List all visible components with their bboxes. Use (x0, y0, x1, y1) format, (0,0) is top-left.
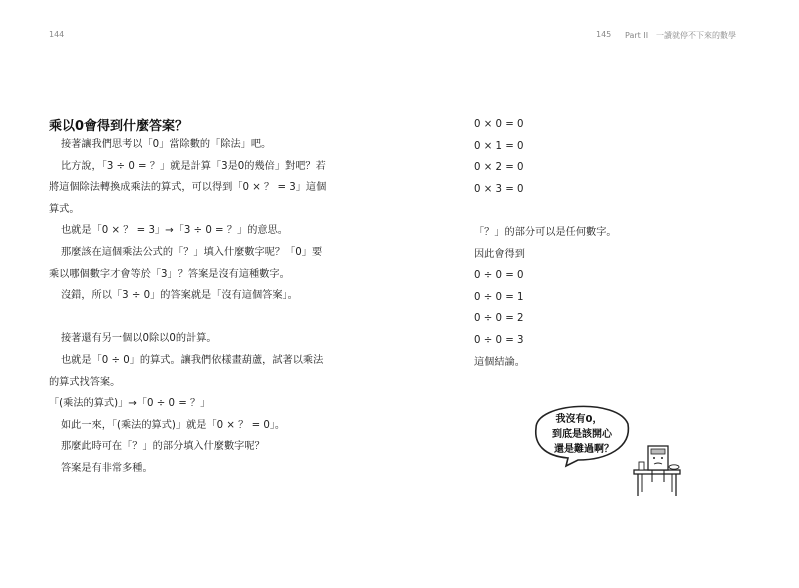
left-paragraph-line: 接著讓我們思考以「0」當除數的「除法」吧。 (61, 139, 272, 150)
left-paragraph-line: 那麼該在這個乘法公式的「？」填入什麼數字呢？「0」要 (61, 246, 323, 258)
left-paragraph-line: 接著還有另一個以0除以0的計算。 (61, 333, 217, 345)
left-paragraph-line: 乘以哪個數字才會等於「3」？答案是沒有這種數字。 (49, 268, 290, 280)
right-equation-line: 0 × 0 = 0 (474, 119, 524, 130)
right-equation-line: 「？」的部分可以是任何數字。 (474, 226, 617, 238)
right-equation-line: 0 ÷ 0 = 0 (474, 270, 524, 282)
left-paragraph-line: 比方說，「3 ÷ 0 = ？」就是計算「3是0的幾倍」對吧？若 (61, 160, 326, 172)
cup-icon (639, 462, 644, 470)
right-equation-line: 這個結論。 (474, 356, 525, 368)
table-icon (634, 470, 680, 496)
left-paragraph-line: 沒錯，所以「3 ÷ 0」的答案就是「沒有這個答案」。 (61, 290, 298, 302)
speech-line-2: 到底是該開心 (552, 429, 612, 440)
right-equation-line: 0 ÷ 0 = 2 (474, 313, 524, 325)
right-page-body (474, 114, 714, 373)
left-paragraph-line (49, 307, 349, 329)
right-equation-line: 因此會得到 (474, 248, 525, 260)
left-paragraph-line: 如此一來，「(乘法的算式)」就是「0 × ？ = 0」。 (61, 419, 286, 431)
speech-bubble-icon (528, 396, 698, 506)
right-equation-line: 0 × 1 = 0 (474, 140, 524, 152)
left-paragraph-line: 「(乘法的算式)」→「0 ÷ 0 = ？」 (49, 398, 211, 410)
left-paragraph-line: 也就是「0 × ？ = 3」→「3 ÷ 0 = ？」的意思。 (61, 225, 288, 237)
left-paragraph-line: 那麼此時可在「？」的部分填入什麼數字呢？ (61, 441, 265, 453)
right-equation-line: 0 ÷ 0 = 1 (474, 291, 524, 303)
left-paragraph-line: 答案是有非常多種。 (61, 462, 153, 474)
left-paragraph-line: 也就是「0 ÷ 0」的算式。讓我們依樣畫葫蘆，試著以乘法 (61, 354, 324, 366)
right-equation-line (474, 200, 714, 222)
left-paragraph-line: 算式。 (49, 203, 80, 215)
right-equation-line: 0 × 3 = 0 (474, 183, 524, 195)
right-equation-line: 0 ÷ 0 = 3 (474, 334, 524, 346)
bowl-icon (669, 465, 679, 469)
left-page-body (49, 134, 349, 480)
right-page-number: 145 (596, 30, 612, 39)
left-paragraph-line: 的算式找答案。 (49, 376, 121, 388)
speech-line-1: 我沒有0， (555, 414, 603, 425)
right-equation-line: 0 × 2 = 0 (474, 162, 524, 174)
left-paragraph-line: 將這個除法轉換成乘法的算式，可以得到「0 × ？ = 3」這個 (49, 182, 327, 194)
running-head: Part II 一讀就停不下來的數學 (625, 31, 737, 40)
left-page-number: 144 (49, 30, 65, 39)
section-title: 乘以0會得到什麼答案？ (49, 119, 189, 134)
speech-line-3: 還是難過啊？ (554, 444, 614, 455)
calculator-character-icon (648, 446, 668, 482)
cartoon-illustration (528, 396, 698, 506)
